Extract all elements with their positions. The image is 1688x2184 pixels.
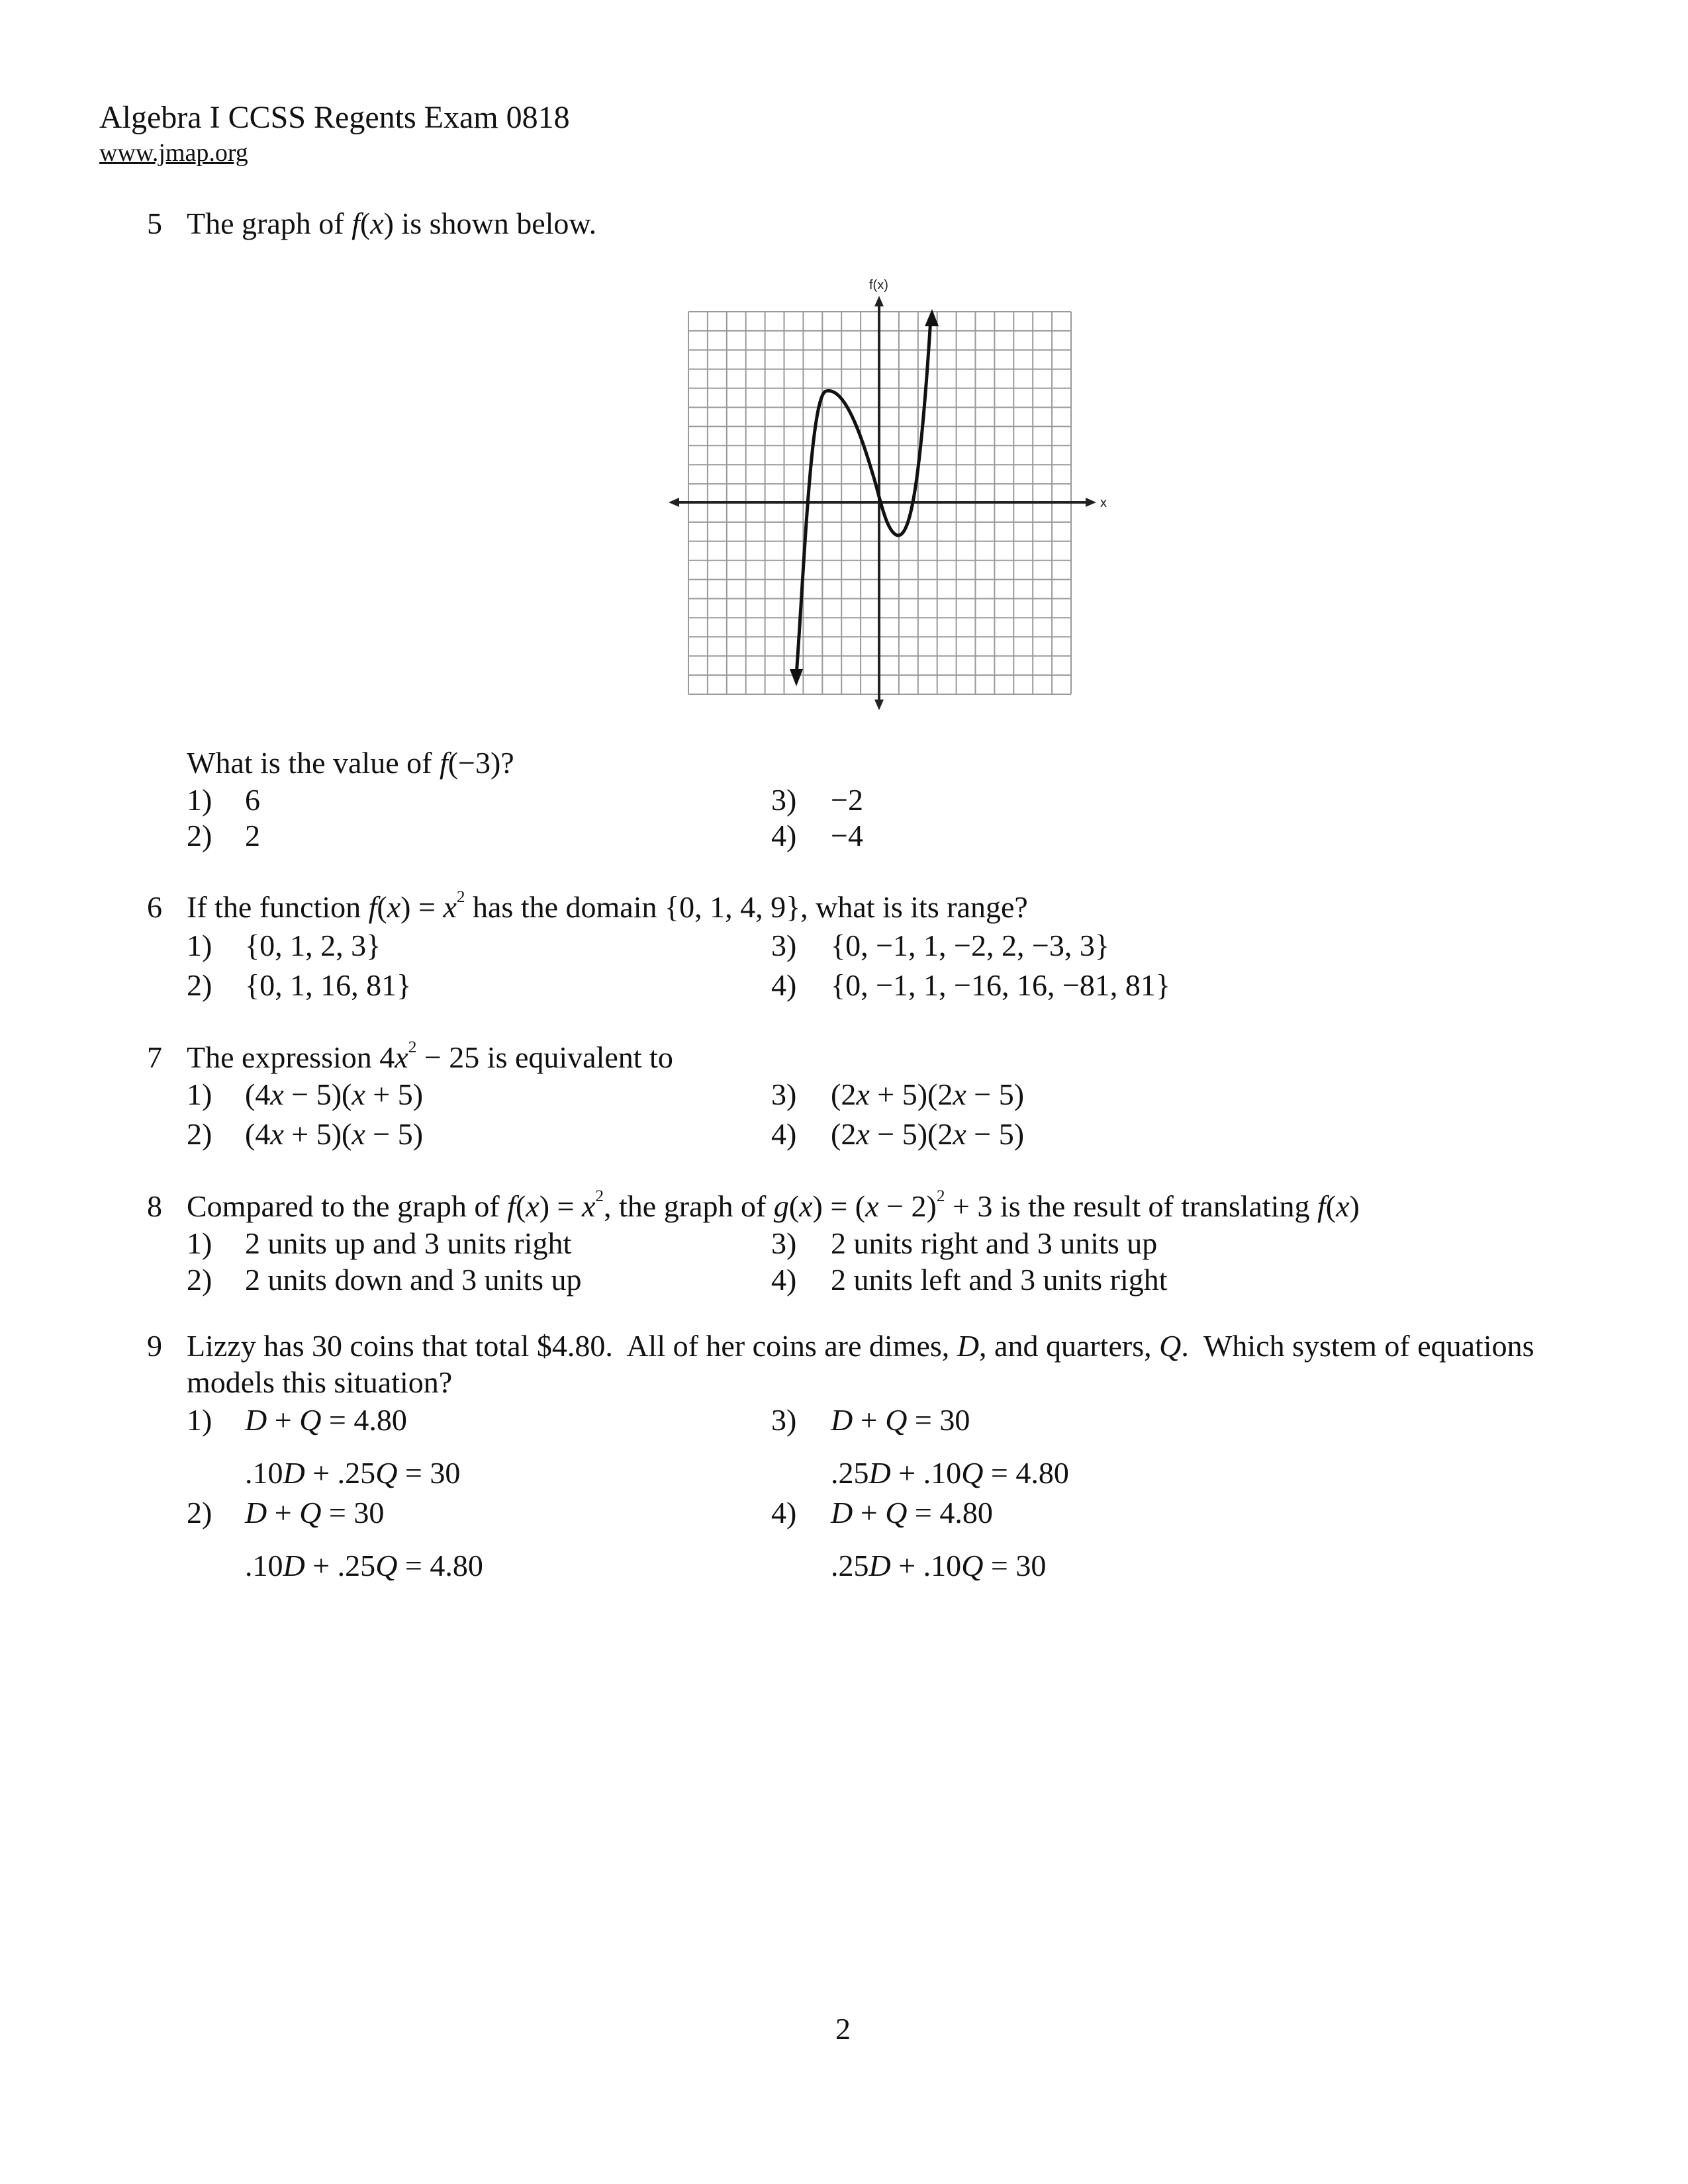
q7-stem: The expression $4x^2 - 25$ is equivalent to bbox=[187, 1038, 673, 1074]
q6-stem: If the function $f(x) = x^2$ has the domain {0, 1, 4, 9}, what is its range? bbox=[187, 887, 1028, 924]
q9-number: 9 bbox=[147, 1329, 162, 1363]
q8-choice-2[interactable]: 2 units down and 3 units up bbox=[245, 1263, 582, 1297]
y-axis-arrow-bottom bbox=[874, 700, 884, 710]
q7-choice-2[interactable]: (4x + 5)(x − 5) bbox=[245, 1117, 424, 1151]
q9-label-1: 1) bbox=[187, 1403, 212, 1437]
q9-label-2: 2) bbox=[187, 1496, 212, 1529]
q5-choice-3[interactable]: −2 bbox=[831, 783, 863, 817]
q9-choice-4-eq2[interactable]: .25D + .10Q = 30 bbox=[831, 1549, 1047, 1582]
q5-choice-1[interactable]: 6 bbox=[245, 783, 260, 817]
q9-choice-3-eq1[interactable]: D + Q = 30 bbox=[831, 1403, 970, 1437]
page-number: 2 bbox=[835, 2012, 851, 2046]
x-axis-arrow-left bbox=[669, 498, 679, 507]
q9-stem-line1: Lizzy has 30 coins that total $4.80. All of her coins are dimes, D, and quarters, Q. Which system of equations bbox=[187, 1329, 1534, 1363]
q5-choice-4[interactable]: −4 bbox=[831, 819, 863, 852]
q8-label-1: 1) bbox=[187, 1226, 212, 1260]
exam-title: Algebra I CCSS Regents Exam 0818 bbox=[99, 100, 570, 135]
q7-choice-4[interactable]: (2x − 5)(2x − 5) bbox=[831, 1117, 1025, 1151]
curve-arrow-bottom bbox=[790, 669, 803, 686]
x-axis-label: x bbox=[1100, 496, 1107, 510]
q6-choice-3[interactable]: {0, −1, 1, −2, 2, −3, 3} bbox=[831, 929, 1109, 962]
q9-label-4: 4) bbox=[771, 1496, 797, 1529]
q9-label-3: 3) bbox=[771, 1403, 797, 1437]
q5-label-3: 3) bbox=[771, 783, 797, 817]
q7-number: 7 bbox=[147, 1040, 162, 1074]
y-axis-arrow-top bbox=[874, 296, 884, 306]
q8-stem: Compared to the graph of $f(x) = x^2$, the graph of $g(x) = (x - 2)^2 + 3$ is the result of translating f(x) bbox=[187, 1187, 1360, 1223]
q9-choice-4-eq1[interactable]: D + Q = 4.80 bbox=[831, 1496, 993, 1529]
q8-choice-3[interactable]: 2 units right and 3 units up bbox=[831, 1226, 1158, 1260]
q5-prompt: What is the value of f(−3)? bbox=[187, 746, 514, 780]
q9-choice-1-eq1[interactable]: D + Q = 4.80 bbox=[245, 1403, 407, 1437]
q8-label-2: 2) bbox=[187, 1263, 212, 1297]
q8-label-4: 4) bbox=[771, 1263, 797, 1297]
q8-choice-4[interactable]: 2 units left and 3 units right bbox=[831, 1263, 1168, 1297]
q8-label-3: 3) bbox=[771, 1226, 797, 1260]
q6-label-4: 4) bbox=[771, 968, 797, 1002]
q8-number: 8 bbox=[147, 1189, 162, 1223]
q5-label-1: 1) bbox=[187, 783, 212, 817]
x-axis-arrow-right bbox=[1086, 498, 1096, 507]
q7-label-2: 2) bbox=[187, 1117, 212, 1151]
q7-choice-1[interactable]: (4x − 5)(x + 5) bbox=[245, 1077, 424, 1111]
q6-choice-2[interactable]: {0, 1, 16, 81} bbox=[245, 968, 412, 1002]
q7-choice-3[interactable]: (2x + 5)(2x − 5) bbox=[831, 1077, 1025, 1111]
q5-choice-2[interactable]: 2 bbox=[245, 819, 260, 852]
function-graph bbox=[669, 275, 1132, 725]
q7-label-3: 3) bbox=[771, 1077, 797, 1111]
q7-label-1: 1) bbox=[187, 1077, 212, 1111]
q9-choice-2-eq1[interactable]: D + Q = 30 bbox=[245, 1496, 385, 1529]
q6-label-1: 1) bbox=[187, 929, 212, 962]
q7-label-4: 4) bbox=[771, 1117, 797, 1151]
q9-choice-2-eq2[interactable]: .10D + .25Q = 4.80 bbox=[245, 1549, 483, 1582]
y-axis-label: f(x) bbox=[869, 278, 888, 293]
q6-number: 6 bbox=[147, 890, 162, 924]
q6-label-3: 3) bbox=[771, 929, 797, 962]
q9-choice-3-eq2[interactable]: .25D + .10Q = 4.80 bbox=[831, 1456, 1069, 1490]
q5-stem: The graph of f(x) is shown below. bbox=[187, 206, 597, 240]
q9-choice-1-eq2[interactable]: .10D + .25Q = 30 bbox=[245, 1456, 461, 1490]
q6-choice-4[interactable]: {0, −1, 1, −16, 16, −81, 81} bbox=[831, 968, 1170, 1002]
q6-label-2: 2) bbox=[187, 968, 212, 1002]
q8-choice-1[interactable]: 2 units up and 3 units right bbox=[245, 1226, 572, 1260]
q9-stem-line2: models this situation? bbox=[187, 1365, 453, 1399]
site-link[interactable]: www.jmap.org bbox=[99, 139, 248, 167]
q5-number: 5 bbox=[147, 206, 162, 240]
cubic-curve bbox=[796, 318, 931, 676]
q6-choice-1[interactable]: {0, 1, 2, 3} bbox=[245, 929, 381, 962]
q5-label-2: 2) bbox=[187, 819, 212, 852]
q5-label-4: 4) bbox=[771, 819, 797, 852]
